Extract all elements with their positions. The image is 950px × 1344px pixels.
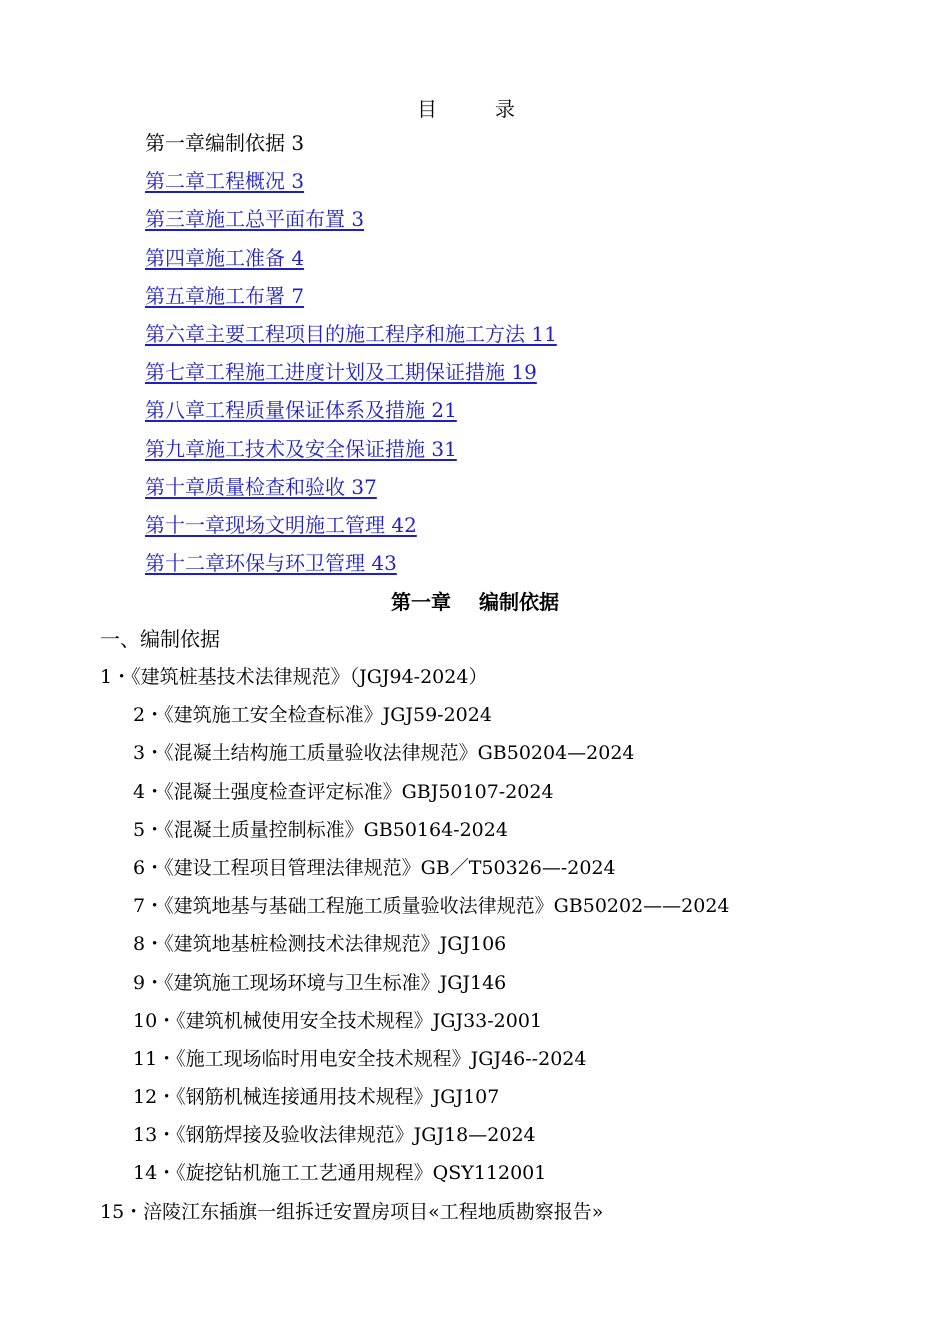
reference-item: 13・《钢筋焊接及验收法律规范》JGJ18—2024 [133,1124,536,1147]
toc-link[interactable]: 第九章施工技术及安全保证措施 31 [145,436,457,461]
reference-item: 7・《建筑地基与基础工程施工质量验收法律规范》GB50202——2024 [133,895,730,918]
reference-item: 11・《施工现场临时用电安全技术规程》JGJ46--2024 [133,1047,587,1070]
reference-item: 15・涪陵江东插旗一组拆迁安置房项目«工程地质勘察报告» [100,1200,604,1223]
toc-link[interactable]: 第十二章环保与环卫管理 43 [145,551,397,576]
reference-item: 4・《混凝土强度检查评定标准》GBJ50107-2024 [133,780,554,803]
reference-item: 14・《旋挖钻机施工工艺通用规程》QSY112001 [133,1162,547,1185]
toc-link[interactable]: 第七章工程施工进度计划及工期保证措施 19 [145,360,537,385]
toc-link[interactable]: 第八章工程质量保证体系及措施 21 [145,398,457,423]
toc-link[interactable]: 第十一章现场文明施工管理 42 [145,512,417,537]
toc-link[interactable]: 第十章质量检查和验收 37 [145,474,377,499]
chapter-heading [0,586,950,615]
reference-item: 6・《建设工程项目管理法律规范》GB／T50326—-2024 [133,856,616,879]
toc-link[interactable]: 第四章施工准备 4 [145,245,305,270]
chapter-title: 编制依据 [479,590,559,614]
reference-item: 12・《钢筋机械连接通用技术规程》JGJ107 [133,1086,500,1109]
reference-item: 2・《建筑施工安全检查标准》JGJ59-2024 [133,704,492,727]
toc-link[interactable]: 第二章工程概况 3 [145,169,305,194]
chapter-label: 第一章 [391,590,451,614]
reference-item: 5・《混凝土质量控制标准》GB50164-2024 [133,818,508,841]
toc-link[interactable]: 第六章主要工程项目的施工程序和施工方法 11 [145,321,557,346]
toc-title: 目录 [417,97,573,121]
table-of-contents [145,127,557,585]
reference-item: 3・《混凝土结构施工质量验收法律规范》GB50204—2024 [133,742,635,765]
toc-item: 第一章编制依据 3 [145,131,305,155]
toc-link[interactable]: 第五章施工布署 7 [145,283,305,308]
reference-item: 9・《建筑施工现场环境与卫生标准》JGJ146 [133,971,507,994]
reference-item: 10・《建筑机械使用安全技术规程》JGJ33-2001 [133,1009,543,1032]
section-heading: 一、编制依据 [100,627,220,651]
toc-link[interactable]: 第三章施工总平面布置 3 [145,207,365,232]
reference-item: 8・《建筑地基桩检测技术法律规范》JGJ106 [133,933,507,956]
reference-list [0,661,950,1234]
reference-item: 1・《建筑桩基技术法律规范》（JGJ94-2024） [100,666,488,688]
